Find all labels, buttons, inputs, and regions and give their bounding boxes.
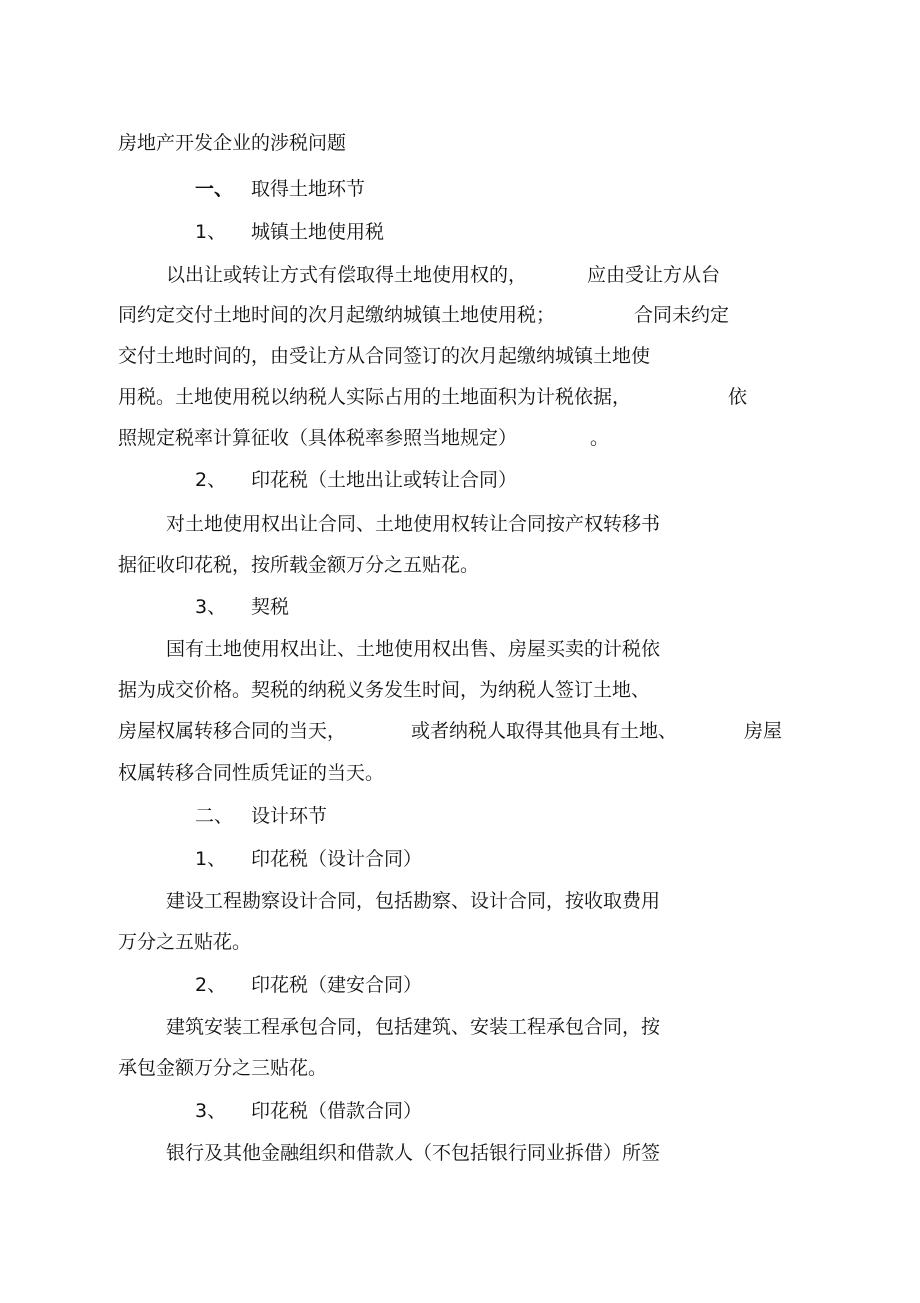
text-run: 万分之五贴花。 — [118, 931, 252, 953]
text-run: 国有土地使用权出让、土地使用权出售、房屋买卖的计税依 — [166, 638, 661, 660]
s2-item1-title: 印花税（设计合同） — [251, 848, 423, 870]
doc-title-text: 房地产开发企业的涉税问题 — [118, 132, 347, 154]
text-run: 或者纳税人取得其他具有土地、 — [411, 720, 678, 742]
text-run: 建设工程勘察设计合同，包括勘察、设计合同，按收取费用 — [166, 890, 661, 912]
s2-item2-num: 2、 — [195, 974, 227, 996]
s2-item1-num: 1、 — [195, 848, 227, 870]
section-2-title: 设计环节 — [251, 805, 328, 827]
text-run: 交付土地时间的，由受让方从合同签订的次月起缴纳城镇土地使 — [118, 345, 651, 367]
text-run: 依 — [728, 386, 748, 408]
text-run: 同约定交付土地时间的次月起缴纳城镇土地使用税； — [118, 304, 556, 326]
text-run: 合同未约定 — [634, 304, 730, 326]
s2-item3-num: 3、 — [195, 1100, 227, 1122]
s1-item1-title: 城镇土地使用税 — [251, 221, 385, 243]
text-run: 应由受让方从台 — [587, 264, 721, 286]
text-run: 用税。土地使用税以纳税人实际占用的土地面积为计税依据， — [118, 386, 632, 408]
s2-item3-title: 印花税（借款合同） — [251, 1100, 423, 1122]
s1-item1-num: 1、 — [195, 221, 227, 243]
text-run: 银行及其他金融组织和借款人（不包括银行同业拆借）所签 — [166, 1142, 661, 1164]
s2-item2-title: 印花税（建安合同） — [251, 974, 423, 996]
s1-item3-num: 3、 — [195, 596, 227, 618]
s1-item3-title: 契税 — [251, 596, 290, 618]
text-run: 。 — [590, 427, 610, 449]
text-run: 以出让或转让方式有偿取得土地使用权的， — [166, 264, 528, 286]
text-run: 据为成交价格。契税的纳税义务发生时间，为纳税人签订土地、 — [118, 679, 651, 701]
text-run: 据征收印花税，按所载金额万分之五贴花。 — [118, 554, 480, 576]
text-run: 承包金额万分之三贴花。 — [118, 1057, 328, 1079]
doc-title — [118, 131, 346, 155]
section-2-num: 二、 — [195, 805, 234, 827]
text-run: 对土地使用权出让合同、土地使用权转让合同按产权转移书 — [166, 513, 661, 535]
section-1-title: 取得土地环节 — [251, 178, 366, 200]
text-run: 权属转移合同性质凭证的当天。 — [118, 762, 385, 784]
text-run: 照规定税率计算征收（具体税率参照当地规定） — [118, 427, 518, 449]
s1-item2-title: 印花税（土地出让或转让合同） — [251, 469, 518, 491]
text-run: 建筑安装工程承包合同，包括建筑、安装工程承包合同，按 — [166, 1016, 661, 1038]
section-1-num: 一、 — [195, 178, 234, 200]
s1-item2-num: 2、 — [195, 469, 227, 491]
text-run: 房屋 — [744, 720, 783, 742]
text-run: 房屋权属转移合同的当天， — [118, 720, 347, 742]
